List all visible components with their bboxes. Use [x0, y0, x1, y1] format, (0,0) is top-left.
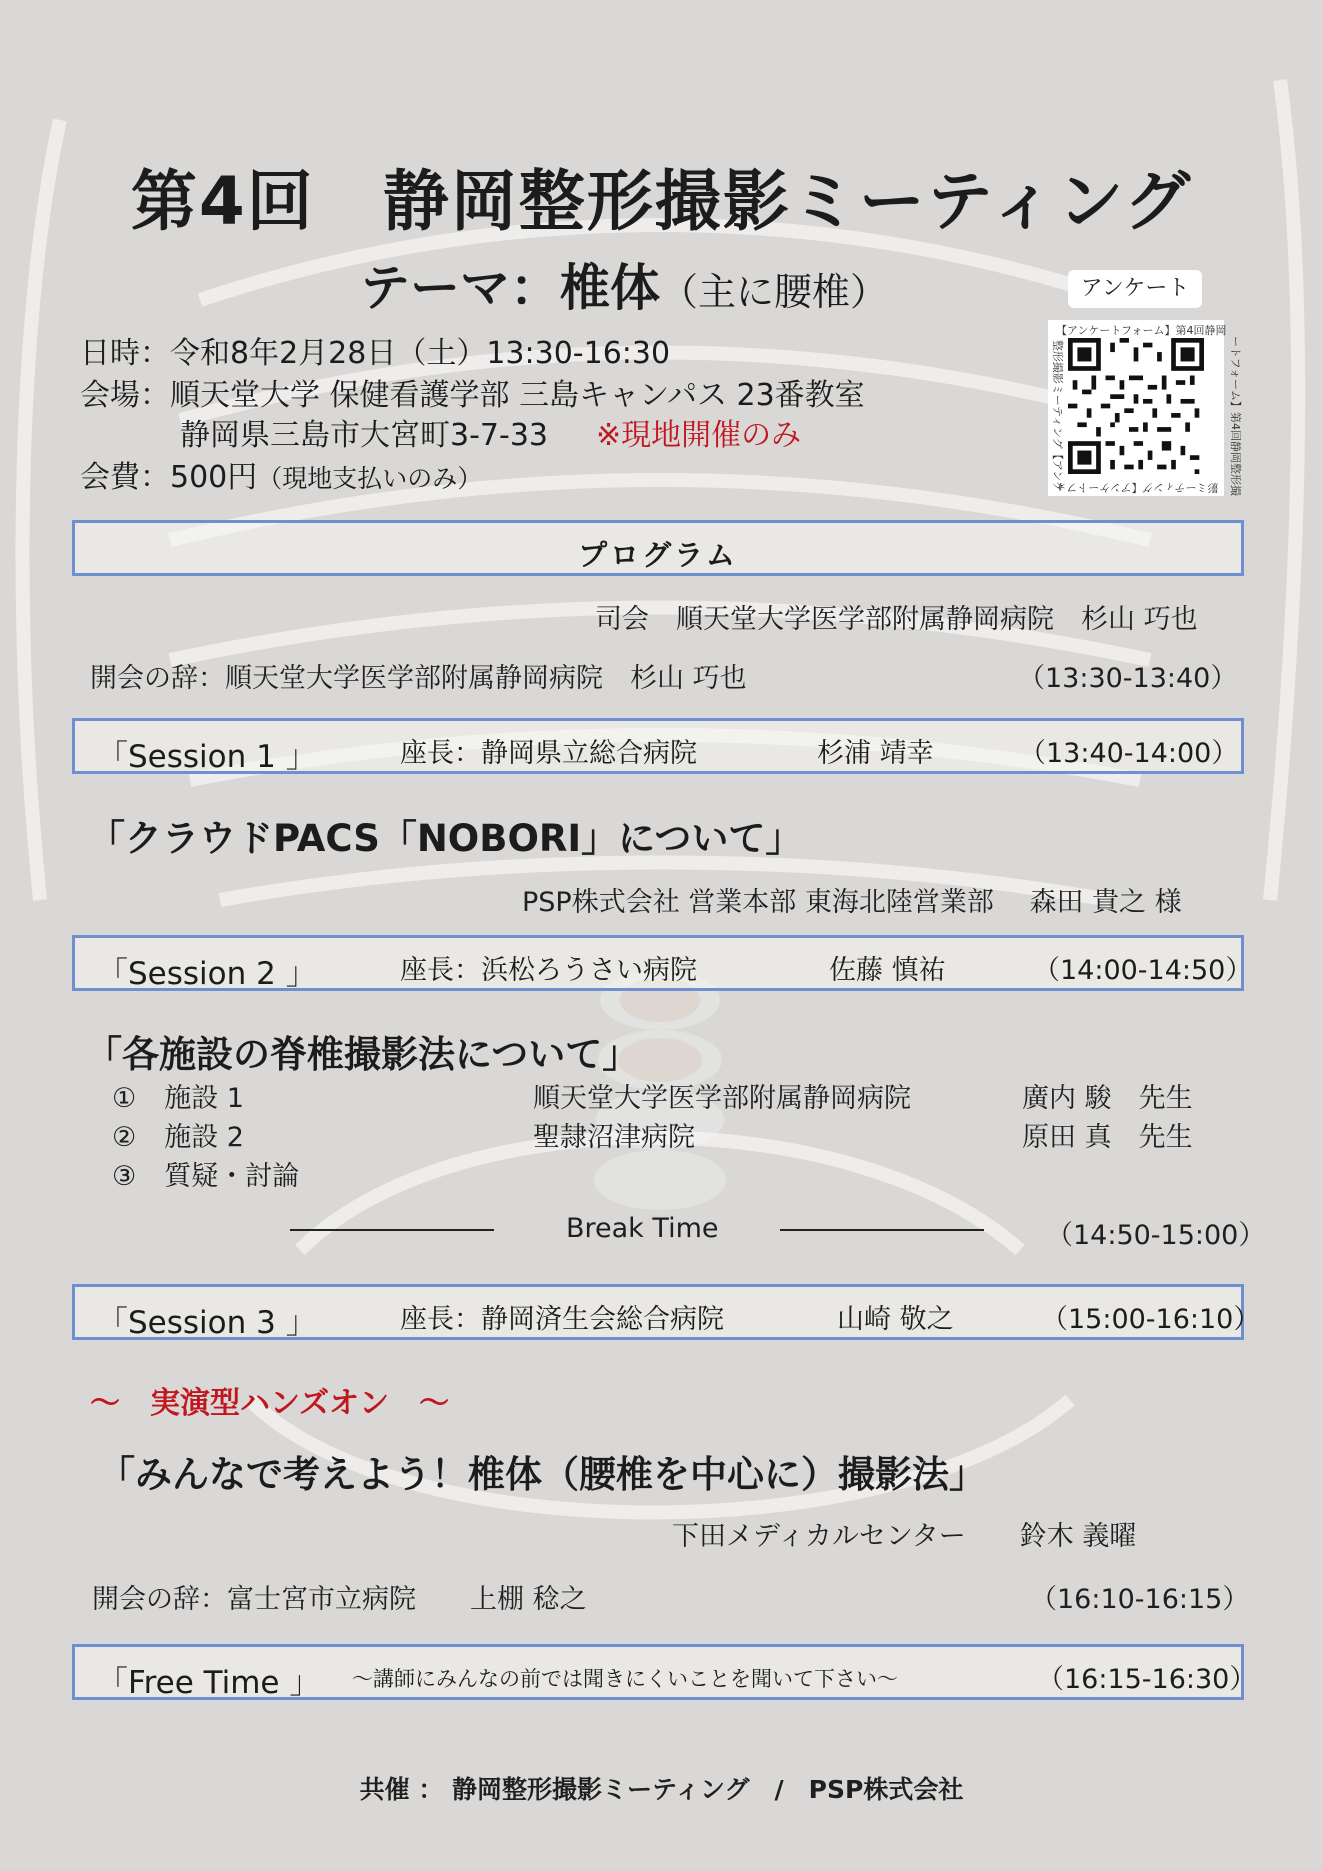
event-venue: 会場：順天堂大学 保健看護学部 三島キャンパス 23番教室	[80, 378, 865, 413]
session3-label: 「Session 3 」	[97, 1305, 317, 1341]
break-label: Break Time	[566, 1213, 719, 1244]
closing-time: （16:10-16:15）	[1030, 1584, 1250, 1615]
mc-line: 司会 順天堂大学医学部附属静岡病院 杉山 巧也	[595, 604, 1198, 635]
cohost-line: 共催 ： 静岡整形撮影ミーティング / PSP株式会社	[359, 1775, 964, 1804]
fee-text: 会費：500円	[80, 460, 258, 495]
program-header: プログラム	[578, 538, 738, 572]
venue-address-text: 静岡県三島市大宮町3-7-33	[180, 418, 548, 453]
session2-box	[72, 935, 1253, 992]
break-time: （14:50-15:00）	[1046, 1220, 1266, 1251]
session2-talk-title: 「各施設の脊椎撮影法について」	[85, 1033, 640, 1076]
fee-note: （現地支払いのみ）	[257, 464, 483, 493]
item-number: ②	[112, 1122, 137, 1153]
session1-chair-name: 杉浦 靖幸	[817, 738, 934, 769]
item-name: 施設 2	[164, 1122, 244, 1153]
qr-caption-right: ートフォーム】第4回静岡整形撮	[1229, 335, 1243, 497]
theme-sub: （主に腰椎）	[660, 270, 889, 314]
item-number: ③	[112, 1161, 137, 1192]
item-person: 廣内 駿 先生	[1022, 1083, 1193, 1114]
event-datetime: 日時：令和8年2月28日（土）13:30-16:30	[80, 336, 671, 371]
item-org: 順天堂大学医学部附属静岡病院	[533, 1083, 911, 1114]
session2-chair-name: 佐藤 慎祐	[829, 955, 946, 986]
opening-remarks: 開会の辞：順天堂大学医学部附属静岡病院 杉山 巧也	[90, 663, 747, 694]
session3-chair: 座長：静岡済生会総合病院	[400, 1304, 724, 1335]
venue-address	[180, 410, 801, 454]
session1-label: 「Session 1 」	[97, 739, 317, 775]
session1-box	[72, 718, 1244, 774]
qr-caption-left: 整形撮影ミーティング【アンケ	[1051, 339, 1065, 493]
theme-heading	[360, 248, 888, 320]
free-time-note: ～講師にみんなの前では聞きにくいことを聞いて下さい～	[352, 1667, 898, 1691]
item-name: 施設 1	[164, 1083, 244, 1114]
handson-heading: ～ 実演型ハンズオン ～	[90, 1386, 450, 1421]
break-line-left	[290, 1229, 494, 1231]
theme-main: テーマ：椎体	[360, 259, 660, 317]
qr-caption-top: 【アンケートフォーム】第4回静岡	[1056, 324, 1227, 337]
survey-label: アンケート	[1068, 270, 1202, 308]
session3-box	[72, 1284, 1261, 1341]
session3-time: （15:00-16:10）	[1041, 1304, 1261, 1335]
session2-item-3	[112, 1154, 299, 1193]
item-person: 原田 真 先生	[1022, 1122, 1193, 1153]
session3-talk-title: 「みんなで考えよう！椎体（腰椎を中心に）撮影法」	[98, 1453, 986, 1496]
session2-time: （14:00-14:50）	[1033, 955, 1253, 986]
free-time-box	[72, 1644, 1257, 1701]
free-time-time: （16:15-16:30）	[1037, 1664, 1257, 1695]
session2-item-1	[112, 1076, 244, 1115]
qr-pattern-icon	[1068, 338, 1204, 474]
item-number: ①	[112, 1083, 137, 1114]
onsite-only-note: ※現地開催のみ	[596, 418, 802, 453]
qr-caption-bottom: 影ミーティング【アンケートフォ	[1056, 481, 1219, 494]
session2-label: 「Session 2 」	[97, 956, 317, 992]
free-time-label: 「Free Time 」	[97, 1665, 321, 1701]
session3-speaker: 下田メディカルセンター 鈴木 義曜	[672, 1521, 1137, 1552]
program-header-box	[72, 520, 1244, 576]
opening-time: （13:30-13:40）	[1018, 663, 1238, 694]
event-title: 第4回 静岡整形撮影ミーティング	[130, 163, 1193, 240]
item-org: 聖隷沼津病院	[533, 1122, 695, 1153]
event-fee	[80, 452, 482, 496]
session3-chair-name: 山崎 敬之	[837, 1304, 954, 1335]
survey-qr-code[interactable]	[1048, 320, 1243, 497]
session1-time: （13:40-14:00）	[1019, 738, 1239, 769]
session2-chair: 座長：浜松ろうさい病院	[400, 955, 697, 986]
session1-talk-title: 「クラウドPACS「NOBORI」について」	[88, 817, 803, 860]
item-name: 質疑・討論	[164, 1161, 300, 1192]
session1-speaker: PSP株式会社 営業本部 東海北陸営業部 森田 貴之 様	[522, 887, 1182, 918]
break-line-right	[780, 1229, 984, 1231]
session2-item-2	[112, 1115, 244, 1154]
closing-remarks: 開会の辞：富士宮市立病院 上棚 稔之	[92, 1584, 587, 1615]
session1-chair: 座長：静岡県立総合病院	[400, 738, 697, 769]
